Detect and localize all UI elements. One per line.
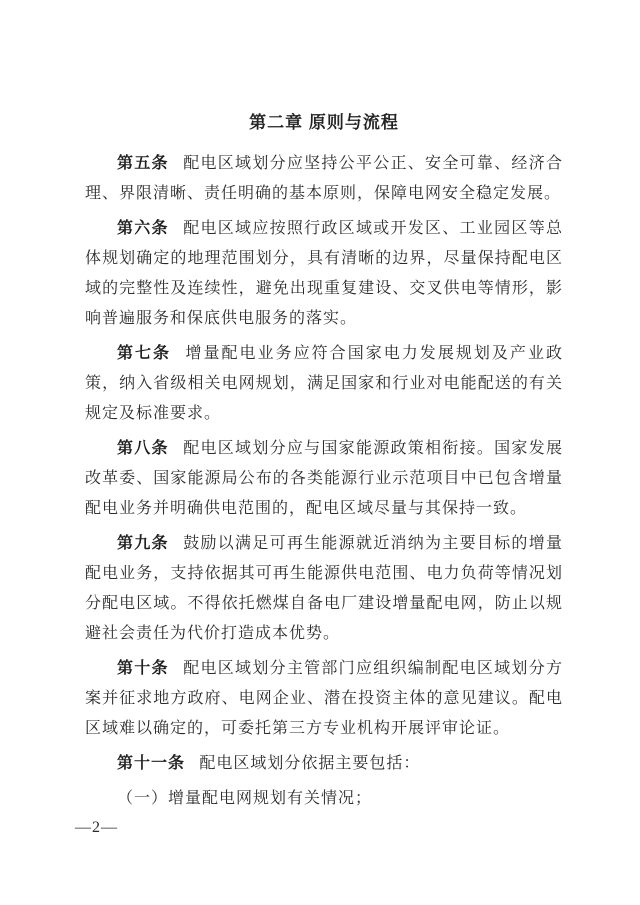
article-9-label: 第九条 [117, 535, 169, 552]
article-10 [85, 654, 563, 744]
chapter-title: 第二章 原则与流程 [249, 113, 399, 132]
article-5-text: 配电区域划分应坚持公平公正、安全可靠、经济合理、界限清晰、责任明确的基本原则，保障电网安全稳定发展。 [85, 155, 563, 202]
article-11-text: 配电区域划分依据主要包括： [199, 755, 421, 772]
article-8-label: 第八条 [117, 440, 169, 457]
article-9 [85, 529, 563, 649]
article-10-text: 配电区域划分主管部门应组织编制配电区域划分方案并征求地方政府、电网企业、潜在投资主体的意见建议。配电区域难以确定的，可委托第三方专业机构开展评审论证。 [85, 660, 563, 737]
article-6-text: 配电区域应按照行政区域或开发区、工业园区等总体规划确定的地理范围划分，具有清晰的边界，尽量保持配电区域的完整性及连续性，避免出现重复建设、交叉供电等情形，影响普遍服务和保底供电服务的落实。 [85, 220, 563, 327]
article-11-label: 第十一条 [117, 755, 186, 772]
page-number: —2— [75, 819, 118, 836]
article-8-text: 配电区域划分应与国家能源政策相衔接。国家发展改革委、国家能源局公布的各类能源行业示范项目中已包含增量配电业务并明确供电范围的，配电区域尽量与其保持一致。 [85, 440, 563, 517]
article-11 [85, 749, 563, 779]
list-item-1: （一）增量配电网规划有关情况； [117, 790, 373, 807]
article-10-label: 第十条 [117, 660, 169, 677]
article-7 [85, 339, 563, 429]
article-5 [85, 149, 563, 209]
article-5-label: 第五条 [117, 155, 169, 172]
article-6-label: 第六条 [117, 220, 169, 237]
article-6 [85, 214, 563, 334]
article-7-label: 第七条 [117, 345, 172, 362]
article-7-text: 增量配电业务应符合国家电力发展规划及产业政策，纳入省级相关电网规划，满足国家和行业对电能配送的有关规定及标准要求。 [85, 345, 563, 422]
article-9-text: 鼓励以满足可再生能源就近消纳为主要目标的增量配电业务，支持依据其可再生能源供电范围、电力负荷等情况划分配电区域。不得依托燃煤自备电厂建设增量配电网，防止以规避社会责任为代价打造成本优势。 [85, 535, 563, 642]
article-8 [85, 434, 563, 524]
